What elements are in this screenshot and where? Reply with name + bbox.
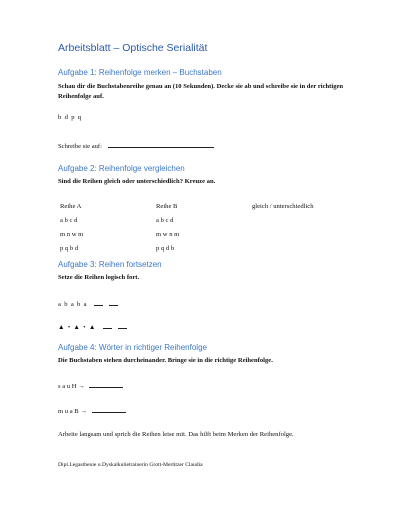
task3-row1-blank-2[interactable]: [109, 299, 118, 306]
task2-row2-b: m w n m: [156, 231, 180, 238]
task1-sequence: b d p q: [58, 114, 82, 121]
task2-row2-a: m n w m: [60, 231, 84, 238]
page-title: Arbeitsblatt – Optische Serialität: [58, 42, 208, 54]
closing-note: Arbeite langsam und sprich die Reihen leise mit. Das hilft beim Merken der Reihenfolge.: [58, 431, 294, 438]
task2-instruction: Sind die Reihen gleich oder unterschiedlich? Kreuze an.: [58, 178, 216, 185]
task3-row1-blank-1[interactable]: [94, 299, 103, 306]
task3-row2-blank-1[interactable]: [103, 322, 112, 329]
task2-header-result: gleich / unterschiedlich: [252, 203, 314, 210]
task1-answer-line: [58, 141, 214, 150]
task2-heading: Aufgabe 2: Reihenfolge vergleichen: [58, 164, 185, 173]
task2-row3-a: p q b d: [60, 245, 79, 252]
task2-row1-a: a b c d: [60, 217, 78, 224]
task3-row2-sequence: ▲ • ▲ • ▲: [58, 324, 96, 331]
task2-header-a: Reihe A: [60, 203, 82, 210]
task1-heading: Aufgabe 1: Reihenfolge merken – Buchstaben: [58, 68, 222, 77]
task1-instruction: Schau dir die Buchstabenreihe genau an (10 Sekunden). Decke sie ab und schreibe sie in der richtigen Reihenfolge auf.: [58, 83, 344, 100]
task1-write-label: Schreibe sie auf:: [58, 143, 102, 150]
task4-heading: Aufgabe 4: Wörter in richtiger Reihenfolge: [58, 343, 207, 352]
task4-word1-letters: s a u H →: [58, 383, 85, 390]
task3-instruction: Setze die Reihen logisch fort.: [58, 274, 140, 281]
task2-row1-b: a b c d: [156, 217, 174, 224]
task4-word2: [58, 406, 126, 415]
task4-word2-letters: m u a B →: [58, 408, 87, 415]
task4-word2-blank[interactable]: [92, 406, 126, 413]
task3-heading: Aufgabe 3: Reihen fortsetzen: [58, 260, 162, 269]
task1-answer-blank[interactable]: [108, 141, 214, 148]
task2-header-b: Reihe B: [156, 203, 178, 210]
task2-row3-b: p q d b: [156, 245, 175, 252]
task4-word1-blank[interactable]: [89, 381, 123, 388]
task4-word1: [58, 381, 123, 390]
task4-instruction: Die Buchstaben stehen durcheinander. Bringe sie in die richtige Reihenfolge.: [58, 357, 273, 364]
task3-row2-blank-2[interactable]: [118, 322, 127, 329]
task3-row2: [58, 322, 127, 331]
task3-row1: [58, 299, 118, 308]
task3-row1-sequence: a b a b a: [58, 301, 87, 308]
page-footer: Dipl.Legasthenie u.Dyskalkulietrainerin Grott-Mertitzer Claudia: [58, 462, 203, 468]
